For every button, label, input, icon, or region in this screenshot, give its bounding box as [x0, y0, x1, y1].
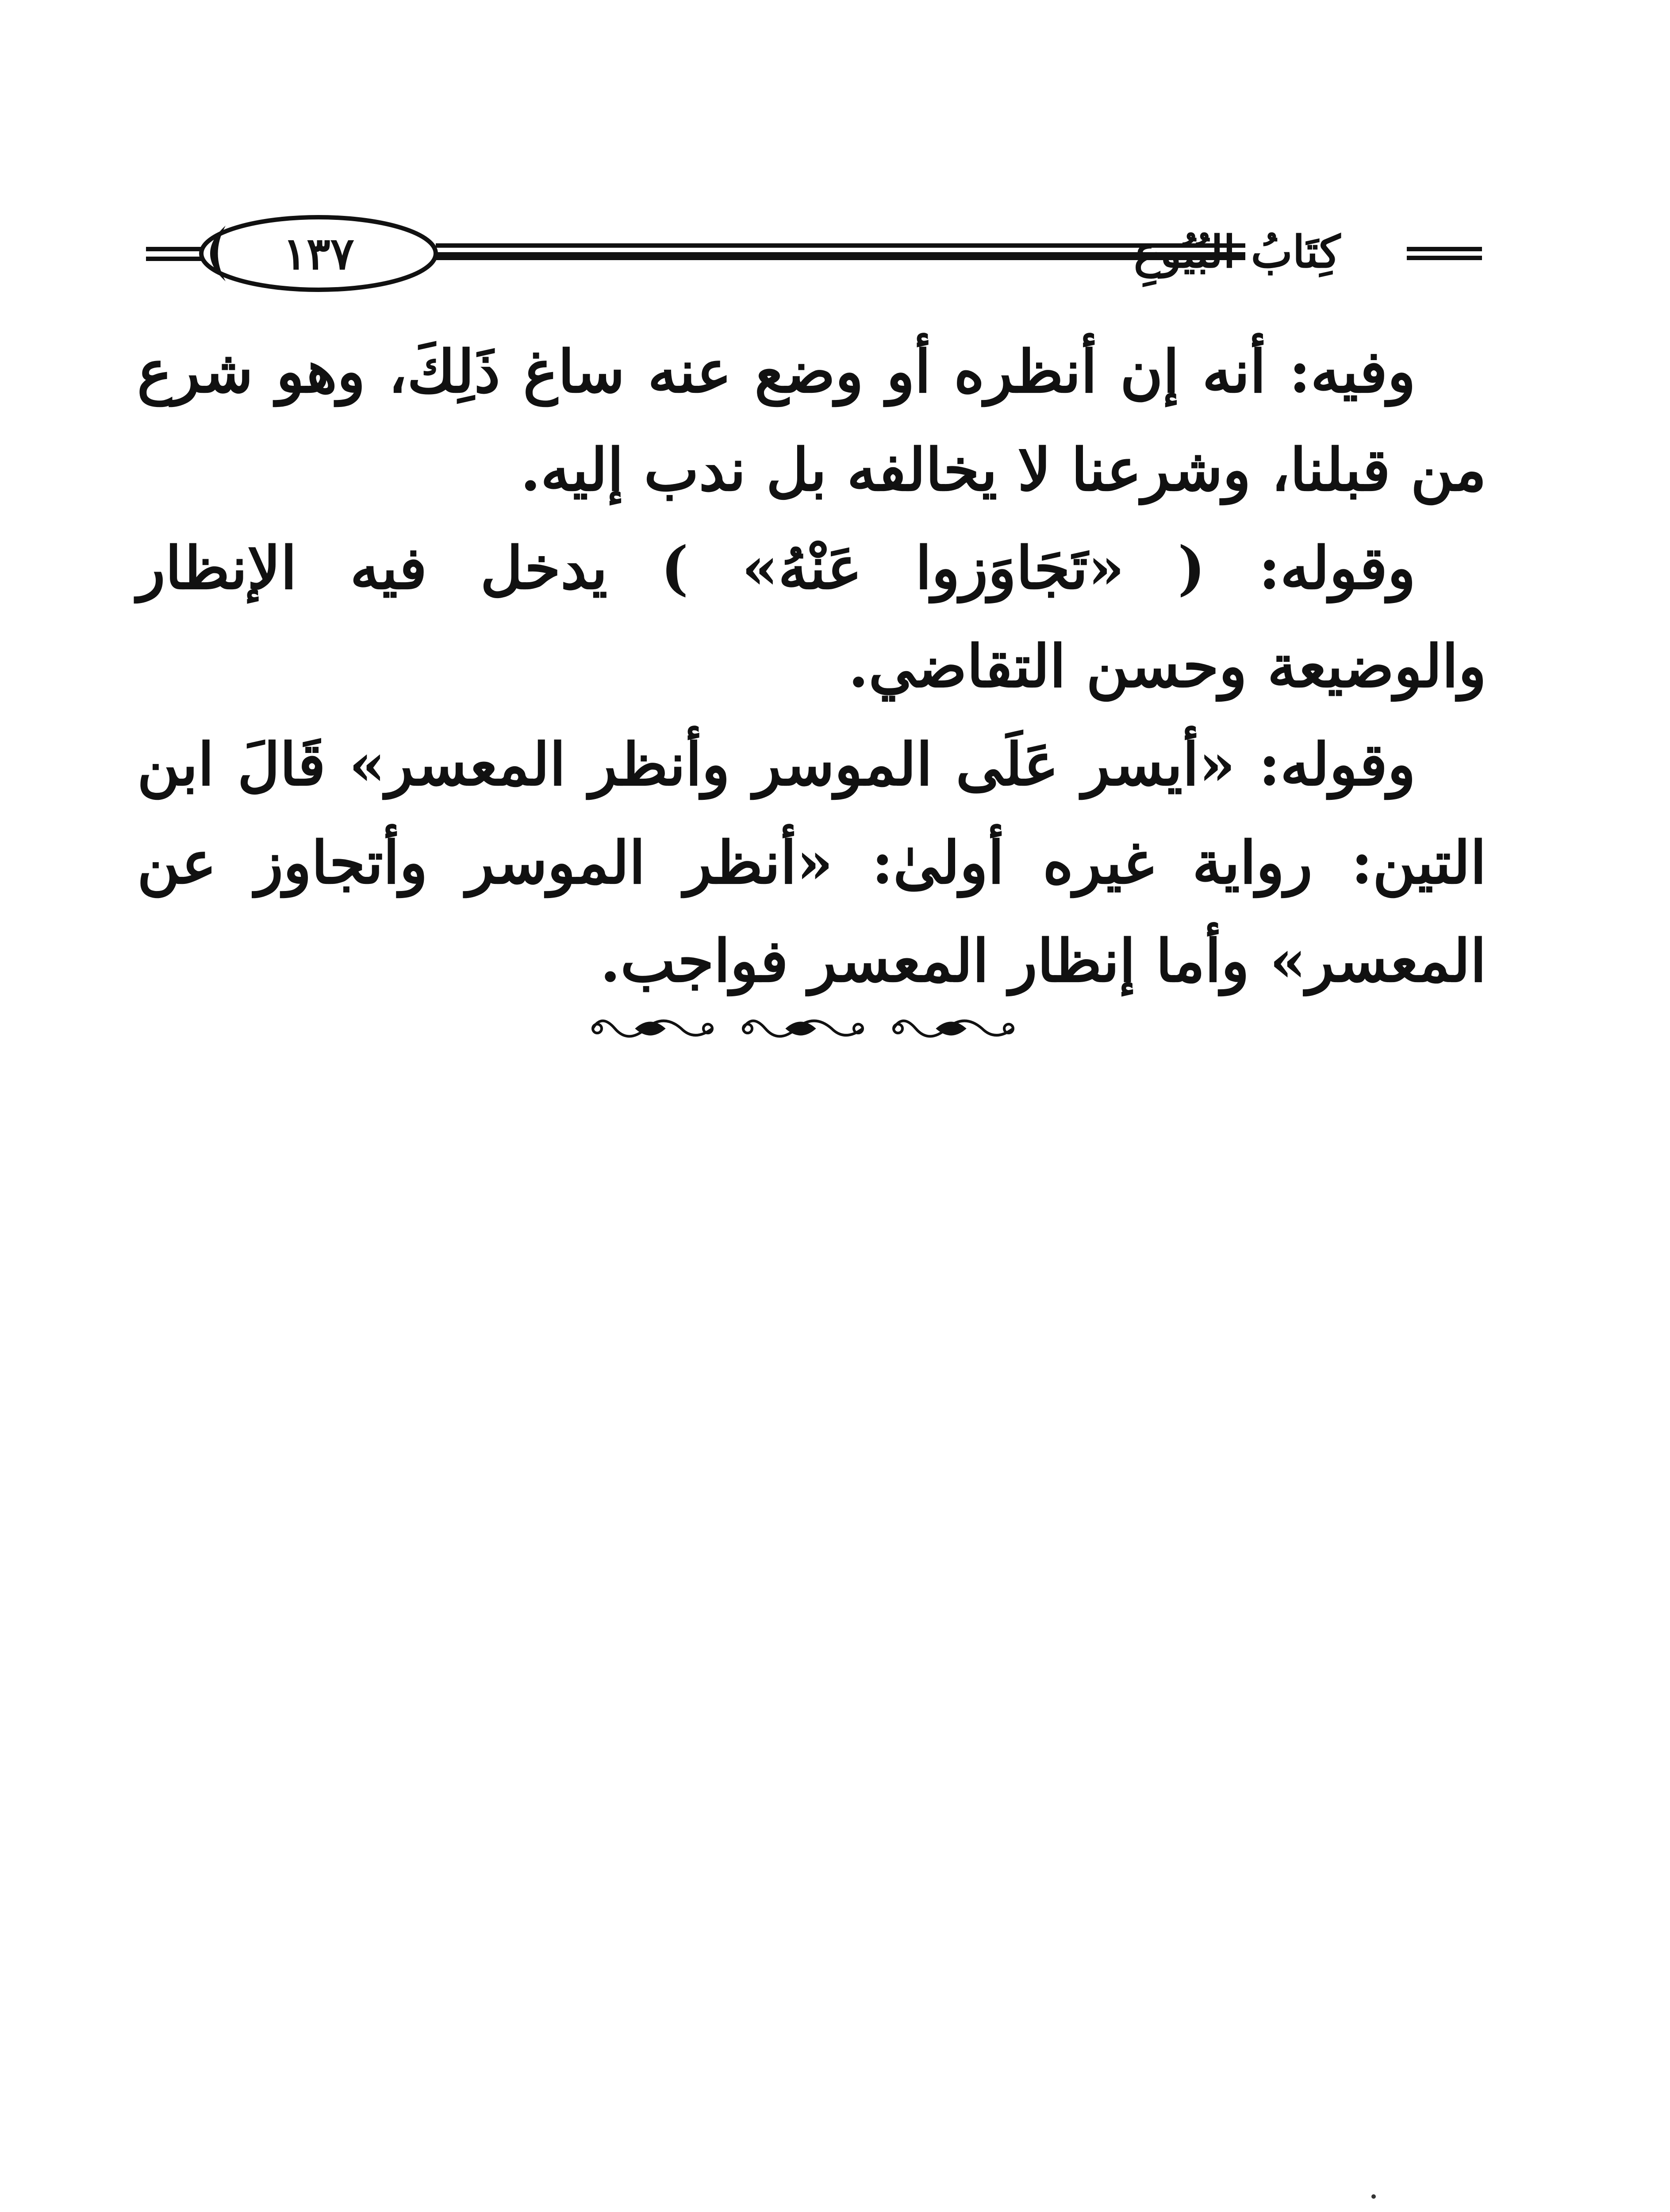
main-text	[137, 323, 1486, 1010]
print-speck	[1371, 2194, 1376, 2199]
paragraph: وقوله: ( «تَجَاوَزوا عَنْهُ» ) يدخل فيه الإنظار والوضيعة وحسن التقاضي.	[137, 534, 1486, 701]
paragraph: وفيه: أنه إن أنظره أو وضع عنه ساغ ذَلِكَ، وهو شرع من قبلنا، وشرعنا لا يخالفه بل ندب إليه.	[137, 338, 1486, 504]
page-number: ١٣٧	[283, 227, 354, 280]
paragraph: وقوله: «أيسر عَلَى الموسر وأنظر المعسر» قَالَ ابن التين: رواية غيره أولىٰ: «أنظر الموسر وأتجاوز عن المعسر» وأما إنظار المعسر فواجب.	[137, 730, 1486, 995]
running-header	[142, 208, 1486, 296]
floral-ornament-icon	[584, 1004, 1026, 1053]
running-title: كِتَابُ البُيُوعِ	[1133, 226, 1340, 278]
